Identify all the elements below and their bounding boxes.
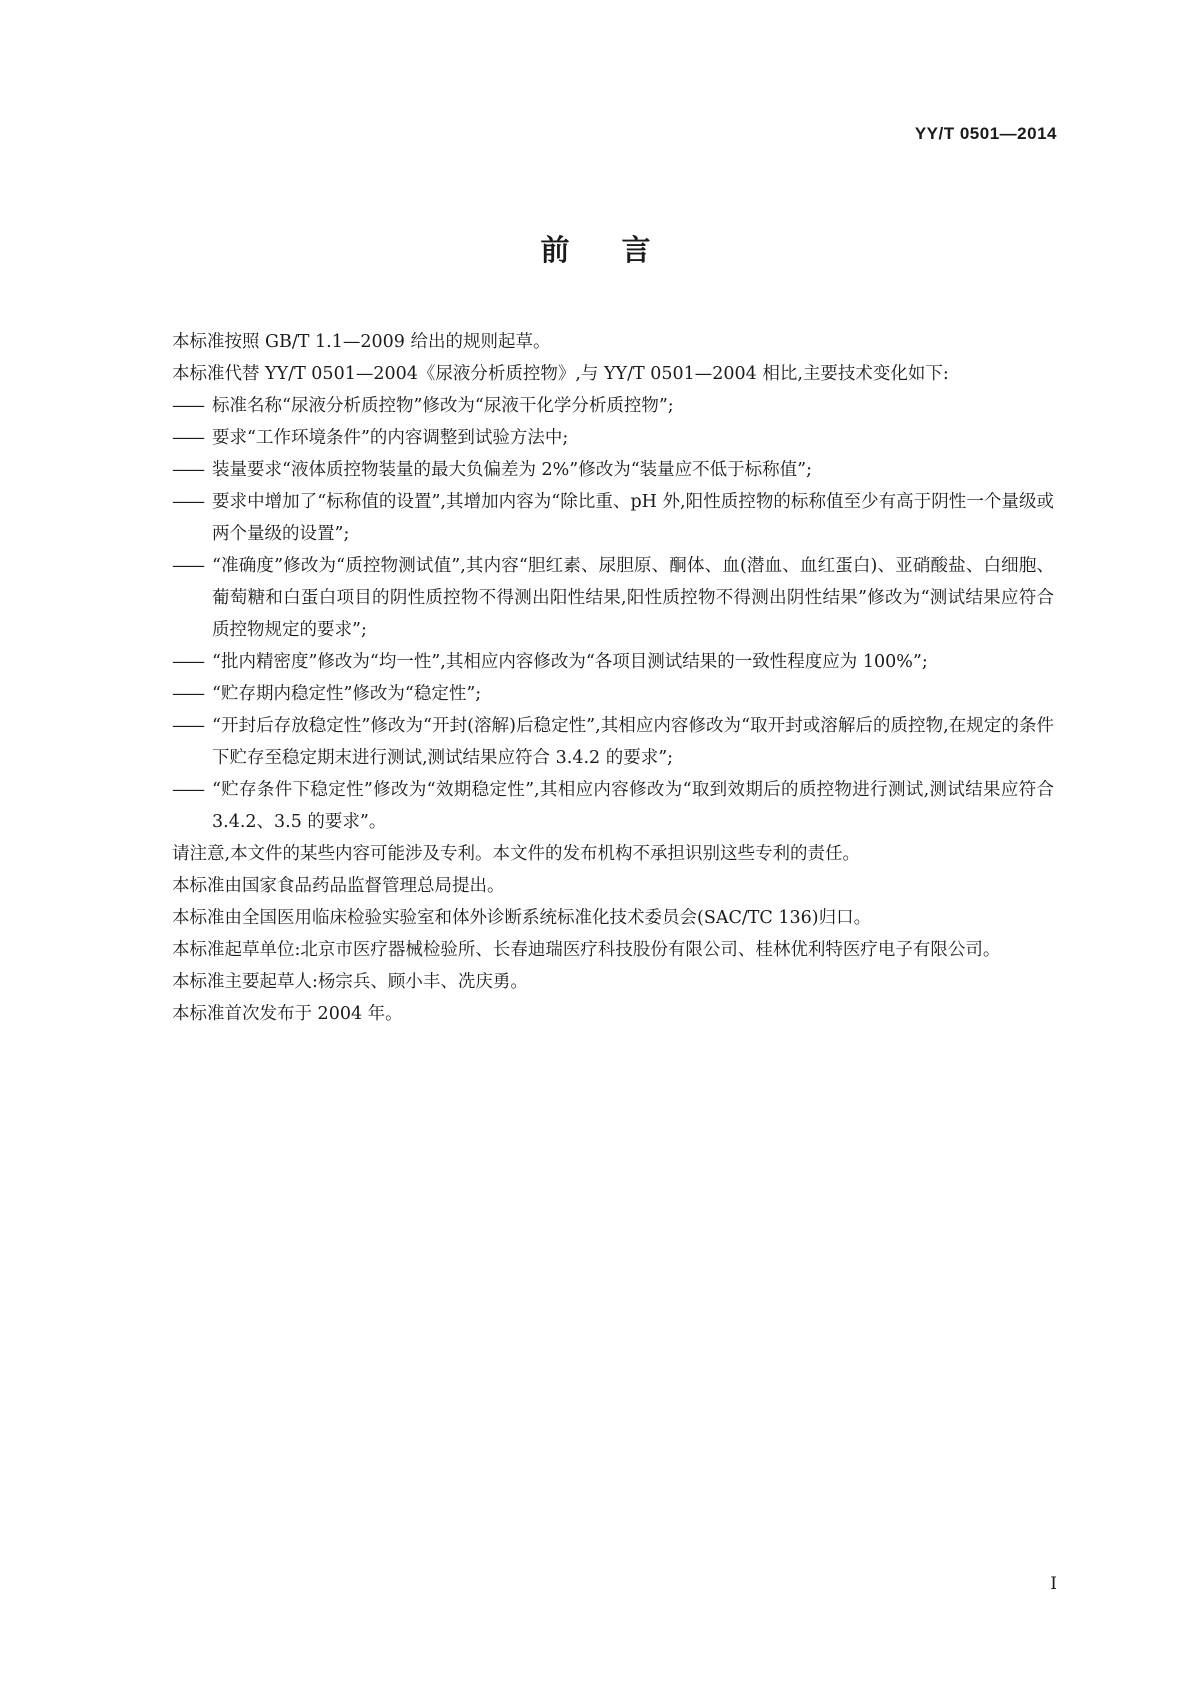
changes-list <box>134 390 1054 838</box>
change-text: 要求“工作环境条件”的内容调整到试验方法中; <box>212 428 569 448</box>
change-item <box>134 646 1054 678</box>
change-item <box>134 550 1054 646</box>
page-title: 前言 <box>540 233 703 267</box>
dash-marker: —— <box>172 396 203 416</box>
dash-marker: —— <box>172 460 203 480</box>
change-text: 装量要求“液体质控物装量的最大负偏差为 2%”修改为“装量应不低于标称值”; <box>212 460 813 480</box>
change-item <box>134 774 1054 838</box>
dash-marker: —— <box>172 684 203 704</box>
change-item <box>134 710 1054 774</box>
change-text: “批内精密度”修改为“均一性”,其相应内容修改为“各项目测试结果的一致性程度应为 100%”; <box>212 652 928 672</box>
change-item <box>134 454 1054 486</box>
change-text: “贮存期内稳定性”修改为“稳定性”; <box>212 684 482 704</box>
drafting-units: 本标准起草单位:北京市医疗器械检验所、长春迪瑞医疗科技股份有限公司、桂林优利特医疗电子有限公司。 <box>172 940 1001 960</box>
intro-paragraph: 本标准代替 YY/T 0501—2004《尿液分析质控物》,与 YY/T 0501—2004 相比,主要技术变化如下: <box>172 364 949 384</box>
change-text: “准确度”修改为“质控物测试值”,其内容“胆红素、尿胆原、酮体、血(潜血、血红蛋白)、亚硝酸盐、白细胞、葡萄糖和白蛋白项目的阴性质控物不得测出阳性结果,阳性质控物不得测出阴性结果”修改为“测试结果应符合质控物规定的要求”; <box>212 556 1054 640</box>
change-item <box>134 486 1054 550</box>
first-publication: 本标准首次发布于 2004 年。 <box>172 1004 403 1024</box>
change-text: “贮存条件下稳定性”修改为“效期稳定性”,其相应内容修改为“取到效期后的质控物进行测试,测试结果应符合 3.4.2、3.5 的要求”。 <box>212 780 1054 832</box>
proposer-statement: 本标准由国家食品药品监督管理总局提出。 <box>172 876 505 896</box>
change-item <box>134 390 1054 422</box>
dash-marker: —— <box>172 556 203 576</box>
drafters: 本标准主要起草人:杨宗兵、顾小丰、冼庆勇。 <box>172 972 528 992</box>
change-item <box>134 678 1054 710</box>
page-number: I <box>1050 1574 1057 1594</box>
dash-marker: —— <box>172 652 203 672</box>
intro-paragraph: 本标准按照 GB/T 1.1—2009 给出的规则起草。 <box>172 332 551 352</box>
dash-marker: —— <box>172 492 203 512</box>
standard-code: YY/T 0501—2014 <box>914 124 1057 143</box>
change-item <box>134 422 1054 454</box>
change-text: “开封后存放稳定性”修改为“开封(溶解)后稳定性”,其相应内容修改为“取开封或溶解后的质控物,在规定的条件下贮存至稳定期末进行测试,测试结果应符合 3.4.2 的要求”; <box>212 716 1054 768</box>
committee-statement: 本标准由全国医用临床检验实验室和体外诊断系统标准化技术委员会(SAC/TC 136)归口。 <box>172 908 872 928</box>
document-body <box>134 326 1054 1030</box>
patent-notice: 请注意,本文件的某些内容可能涉及专利。本文件的发布机构不承担识别这些专利的责任。 <box>172 844 861 864</box>
change-text: 要求中增加了“标称值的设置”,其增加内容为“除比重、pH 外,阳性质控物的标称值至少有高于阴性一个量级或两个量级的设置”; <box>212 492 1054 544</box>
dash-marker: —— <box>172 780 203 800</box>
dash-marker: —— <box>172 428 203 448</box>
change-text: 标准名称“尿液分析质控物”修改为“尿液干化学分析质控物”; <box>212 396 674 416</box>
dash-marker: —— <box>172 716 203 736</box>
